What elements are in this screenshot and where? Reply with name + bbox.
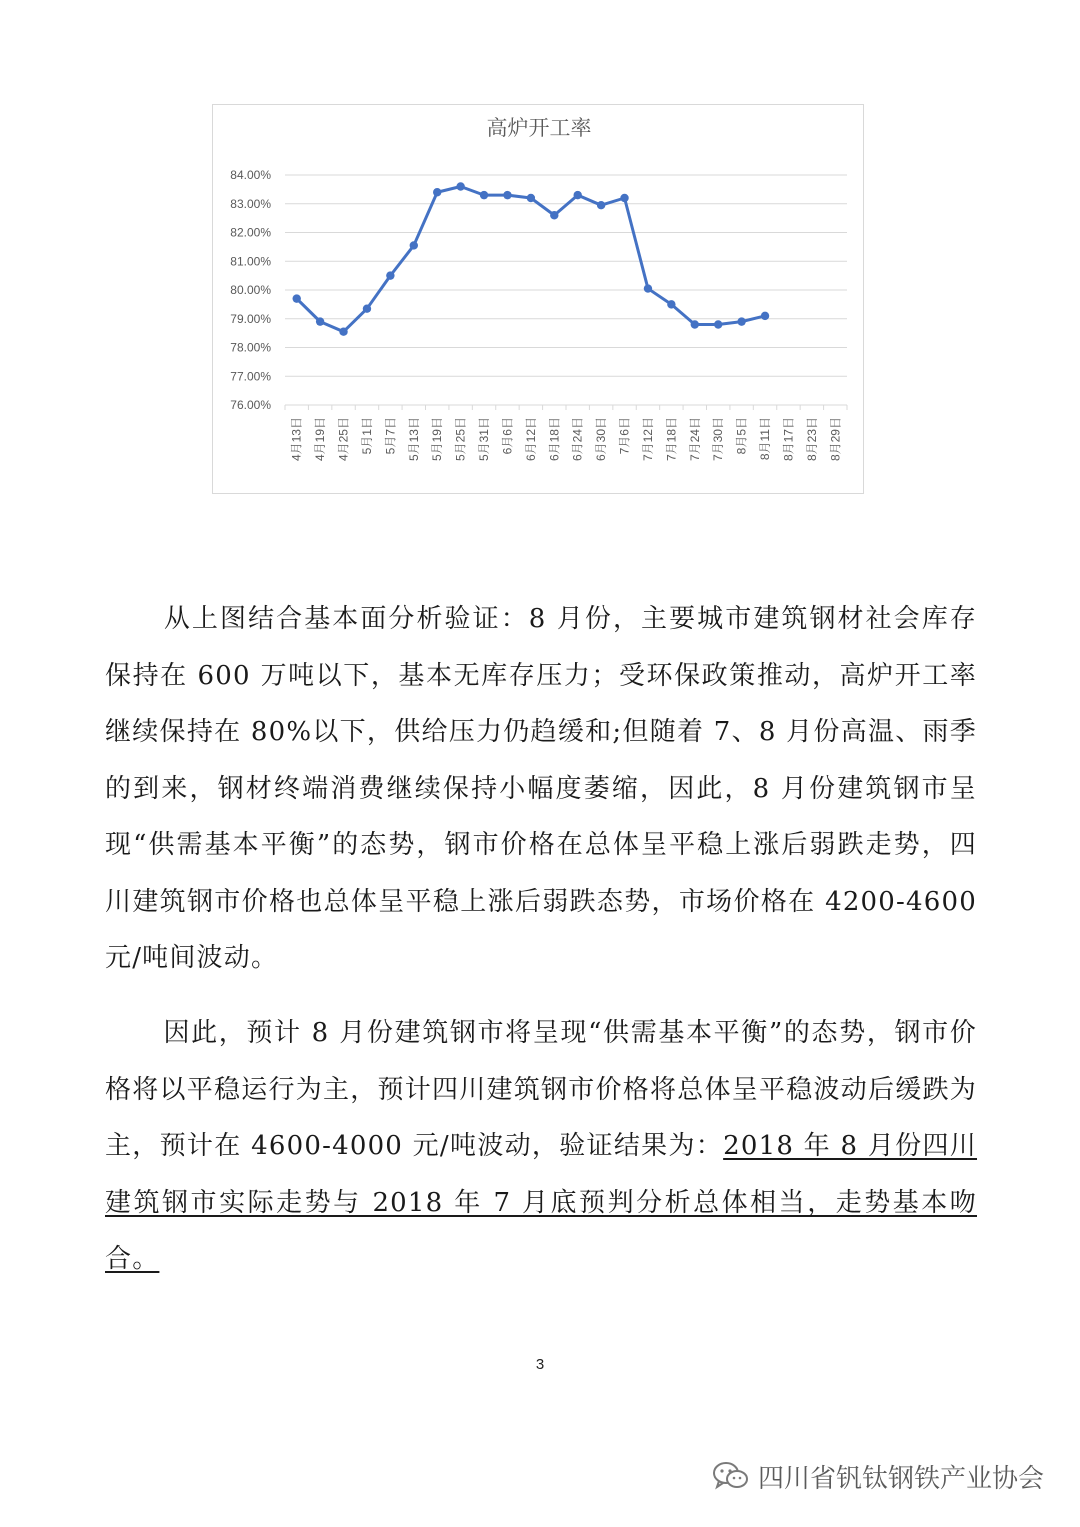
x-tick-label: 6月6日 (500, 417, 515, 455)
data-point (363, 304, 371, 312)
x-tick-label: 5月25日 (453, 417, 468, 462)
paragraph-2 (105, 1005, 977, 1288)
x-tick-label: 7月12日 (640, 417, 655, 462)
data-point (433, 188, 441, 196)
x-tick-label: 7月24日 (687, 416, 702, 462)
data-point (620, 194, 628, 202)
data-point (386, 271, 394, 279)
data-point (316, 317, 324, 325)
x-tick-label: 7月30日 (711, 417, 726, 462)
watermark (712, 1454, 1044, 1498)
x-tick-label: 8月23日 (804, 417, 819, 462)
page-number: 3 (535, 1356, 545, 1373)
paragraph-1 (105, 591, 977, 987)
data-point (667, 300, 675, 308)
data-point (410, 241, 418, 249)
data-point (597, 201, 605, 209)
data-point (550, 211, 558, 219)
data-point (503, 191, 511, 199)
y-tick-label: 83.00% (230, 196, 271, 211)
x-tick-label: 4月13日 (289, 417, 304, 462)
data-point (714, 320, 722, 328)
data-point (456, 182, 464, 190)
x-tick-label: 8月5日 (734, 417, 749, 455)
x-tick-label: 5月1日 (359, 417, 374, 455)
paragraph-2-text: 因此，预计 8 月份建筑钢市将呈现“供需基本平衡”的态势，钢市价格将以平稳运行为主，预计四川建筑钢市价格将总体呈平稳波动后缓跌为主，预计在 4600-4000 元/吨波动，验证结果为： (105, 1018, 977, 1161)
line-chart (212, 104, 864, 494)
y-tick-label: 82.00% (230, 225, 271, 240)
data-point (691, 320, 699, 328)
y-tick-label: 84.00% (230, 168, 271, 182)
x-tick-label: 7月6日 (617, 417, 632, 455)
y-tick-label: 78.00% (230, 340, 271, 355)
x-tick-label: 5月13日 (406, 417, 421, 462)
data-point (339, 327, 347, 335)
chart-title: 高炉开工率 (486, 117, 592, 140)
x-tick-label: 6月12日 (523, 417, 538, 462)
wechat-icon (712, 1460, 750, 1492)
x-tick-label: 4月25日 (336, 417, 351, 462)
data-point (761, 312, 769, 320)
x-tick-label: 5月19日 (430, 417, 445, 462)
watermark-text: 四川省钒钛钢铁产业协会 (757, 1463, 1044, 1494)
data-point (574, 191, 582, 199)
x-tick-label: 8月11日 (758, 417, 773, 461)
data-point (480, 191, 488, 199)
data-point (293, 294, 301, 302)
x-tick-label: 8月29日 (828, 417, 843, 462)
data-point (527, 194, 535, 202)
x-tick-label: 5月31日 (477, 417, 492, 462)
x-tick-label: 4月19日 (313, 417, 328, 462)
chart-svg (213, 105, 863, 493)
data-point (644, 284, 652, 292)
x-tick-label: 8月17日 (781, 417, 796, 462)
y-tick-label: 80.00% (230, 283, 271, 297)
y-tick-label: 76.00% (230, 398, 271, 412)
x-tick-label: 6月24日 (570, 417, 585, 462)
paragraph-1-text: 从上图结合基本面分析验证：8 月份，主要城市建筑钢材社会库存保持在 600 万吨以下，基本无库存压力；受环保政策推动，高炉开工率继续保持在 80%以下，供给压力仍趋缓和;但随着 7、8 月份高温、雨季的到来，钢材终端消费继续保持小幅度萎缩，因此，8 月份建筑钢市呈现“供需基本平衡”的态势，钢市价格在总体呈平稳上涨后弱跌走势，四川建筑钢市价格也总体呈平稳上涨后弱跌态势，市场价格在 4200-4600 元/吨间波动。 (105, 604, 977, 973)
x-tick-label: 7月18日 (664, 417, 679, 462)
data-point (737, 317, 745, 325)
x-tick-label: 6月30日 (594, 417, 609, 462)
y-tick-label: 79.00% (230, 311, 271, 326)
y-tick-label: 77.00% (230, 369, 271, 384)
paragraph-2-conclusion: 2018 年 8 月份四川建筑钢市实际走势与 2018 年 7 月底预判分析总体相当，走势基本吻合。 (105, 1131, 978, 1274)
x-tick-label: 5月7日 (383, 417, 398, 455)
y-tick-label: 81.00% (230, 254, 271, 269)
x-tick-label: 6月18日 (547, 417, 562, 462)
